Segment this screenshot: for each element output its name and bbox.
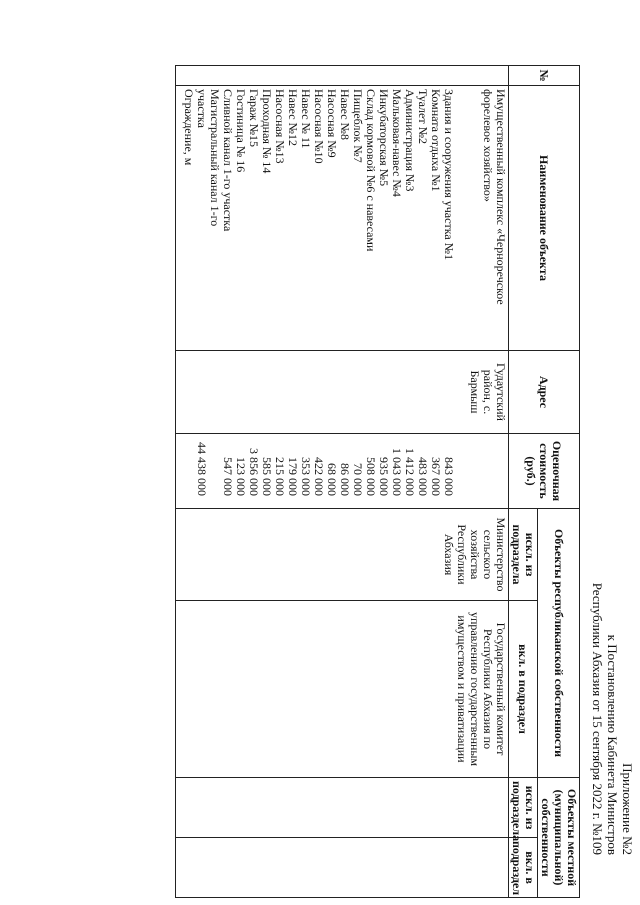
list-item: Проходная № 14 bbox=[260, 89, 274, 174]
list-item: Мальковая-навес №4 bbox=[390, 89, 404, 197]
col-address-header: Адрес bbox=[509, 351, 580, 434]
item-cost: 3 856 000 bbox=[247, 448, 261, 496]
list-item: Администрация №3 bbox=[403, 89, 417, 192]
item-cost: 353 000 bbox=[299, 457, 313, 496]
col-name-header: Наименование объекта bbox=[509, 86, 580, 351]
item-cost bbox=[208, 437, 221, 496]
item-cost: 367 000 bbox=[429, 457, 443, 496]
sub-local-excl-header: искл. из подраздела bbox=[509, 778, 538, 838]
item-cost: 179 000 bbox=[286, 457, 300, 496]
sub-local-incl-header: вкл. в подраздел bbox=[509, 838, 538, 898]
item-cost: 422 000 bbox=[312, 457, 326, 496]
list-item: Насосная №10 bbox=[312, 89, 326, 164]
local-incl-cell bbox=[176, 838, 509, 898]
list-item: Навес № 11 bbox=[299, 89, 313, 149]
list-item: Комната отдыха №1 bbox=[429, 89, 443, 192]
appendix-decree: Республики Абхазия от 15 сентября 2022 г. №109 bbox=[590, 582, 605, 855]
item-cost: 547 000 bbox=[221, 457, 235, 496]
group-title: Здания и сооружения участка №1 bbox=[442, 89, 456, 261]
list-item: Гараж №15 bbox=[247, 89, 261, 148]
list-item: Сливной канал 1-го участка bbox=[221, 89, 235, 232]
included-to-cell: Государственный комитет Республики Абхазия по управлению государственным имуществом и приватизации bbox=[176, 601, 509, 778]
cost-cell bbox=[176, 434, 509, 509]
table-row bbox=[176, 66, 509, 898]
header-row bbox=[538, 66, 580, 898]
list-item: Насосная №9 bbox=[325, 89, 339, 158]
list-item: Насосная №13 bbox=[273, 89, 287, 164]
item-cost: 44 438 000 bbox=[195, 442, 209, 496]
item-cost: 1 412 000 bbox=[403, 448, 417, 496]
address-cell: Гудаутский район, с. Бармыш bbox=[176, 351, 509, 434]
item-cost: 123 000 bbox=[234, 457, 248, 496]
object-name-cell bbox=[176, 86, 509, 351]
item-cost: 70 000 bbox=[351, 463, 365, 496]
excluded-from-cell: Министерство сельского хозяйства Республики Абхазия bbox=[176, 509, 509, 601]
list-item: Инкубаторская №5 bbox=[377, 89, 391, 187]
list-item: Магистральный канал 1-го bbox=[208, 89, 222, 227]
list-item: Туалет №2 bbox=[416, 89, 430, 145]
property-table bbox=[175, 65, 580, 898]
list-item: Навес №12 bbox=[286, 89, 300, 146]
list-item: Гостиница № 16 bbox=[234, 89, 248, 173]
col-cost-header: Оценочная стоимость (руб.) bbox=[509, 434, 580, 509]
list-item: Навес №8 bbox=[338, 89, 352, 140]
item-cost: 935 000 bbox=[377, 457, 391, 496]
col-republic-header: Объекты республиканской собственности bbox=[538, 509, 580, 778]
local-excl-cell bbox=[176, 778, 509, 838]
item-cost: 483 000 bbox=[416, 457, 430, 496]
item-cost: 68 000 bbox=[325, 463, 339, 496]
item-cost: 508 000 bbox=[364, 457, 378, 496]
list-item: Склад кормовой №6 с навесами bbox=[364, 89, 378, 252]
list-item: участка bbox=[195, 89, 209, 128]
item-cost: 843 000 bbox=[442, 457, 456, 496]
col-num-header: № bbox=[509, 66, 580, 86]
col-local-header: Объекты местной (муниципальной) собственности bbox=[538, 778, 580, 898]
appendix-subtitle: к Постановлению Кабинета Министров bbox=[605, 634, 620, 855]
complex-name: Имущественный комплекс «Черноречское форелевое хозяйство» bbox=[481, 89, 508, 305]
item-cost: 86 000 bbox=[338, 463, 352, 496]
appendix-title: Приложение №2 bbox=[620, 763, 635, 855]
list-item: Пищеблок №7 bbox=[351, 89, 365, 163]
sub-incl-header: вкл. в подраздел bbox=[509, 601, 538, 778]
item-cost: 215 000 bbox=[273, 457, 287, 496]
list-item: Ограждение, м bbox=[182, 89, 196, 166]
item-cost: 1 043 000 bbox=[390, 448, 404, 496]
sub-excl-header: искл. из подраздела bbox=[509, 509, 538, 601]
item-cost: 585 000 bbox=[260, 457, 274, 496]
row-num bbox=[176, 66, 509, 86]
